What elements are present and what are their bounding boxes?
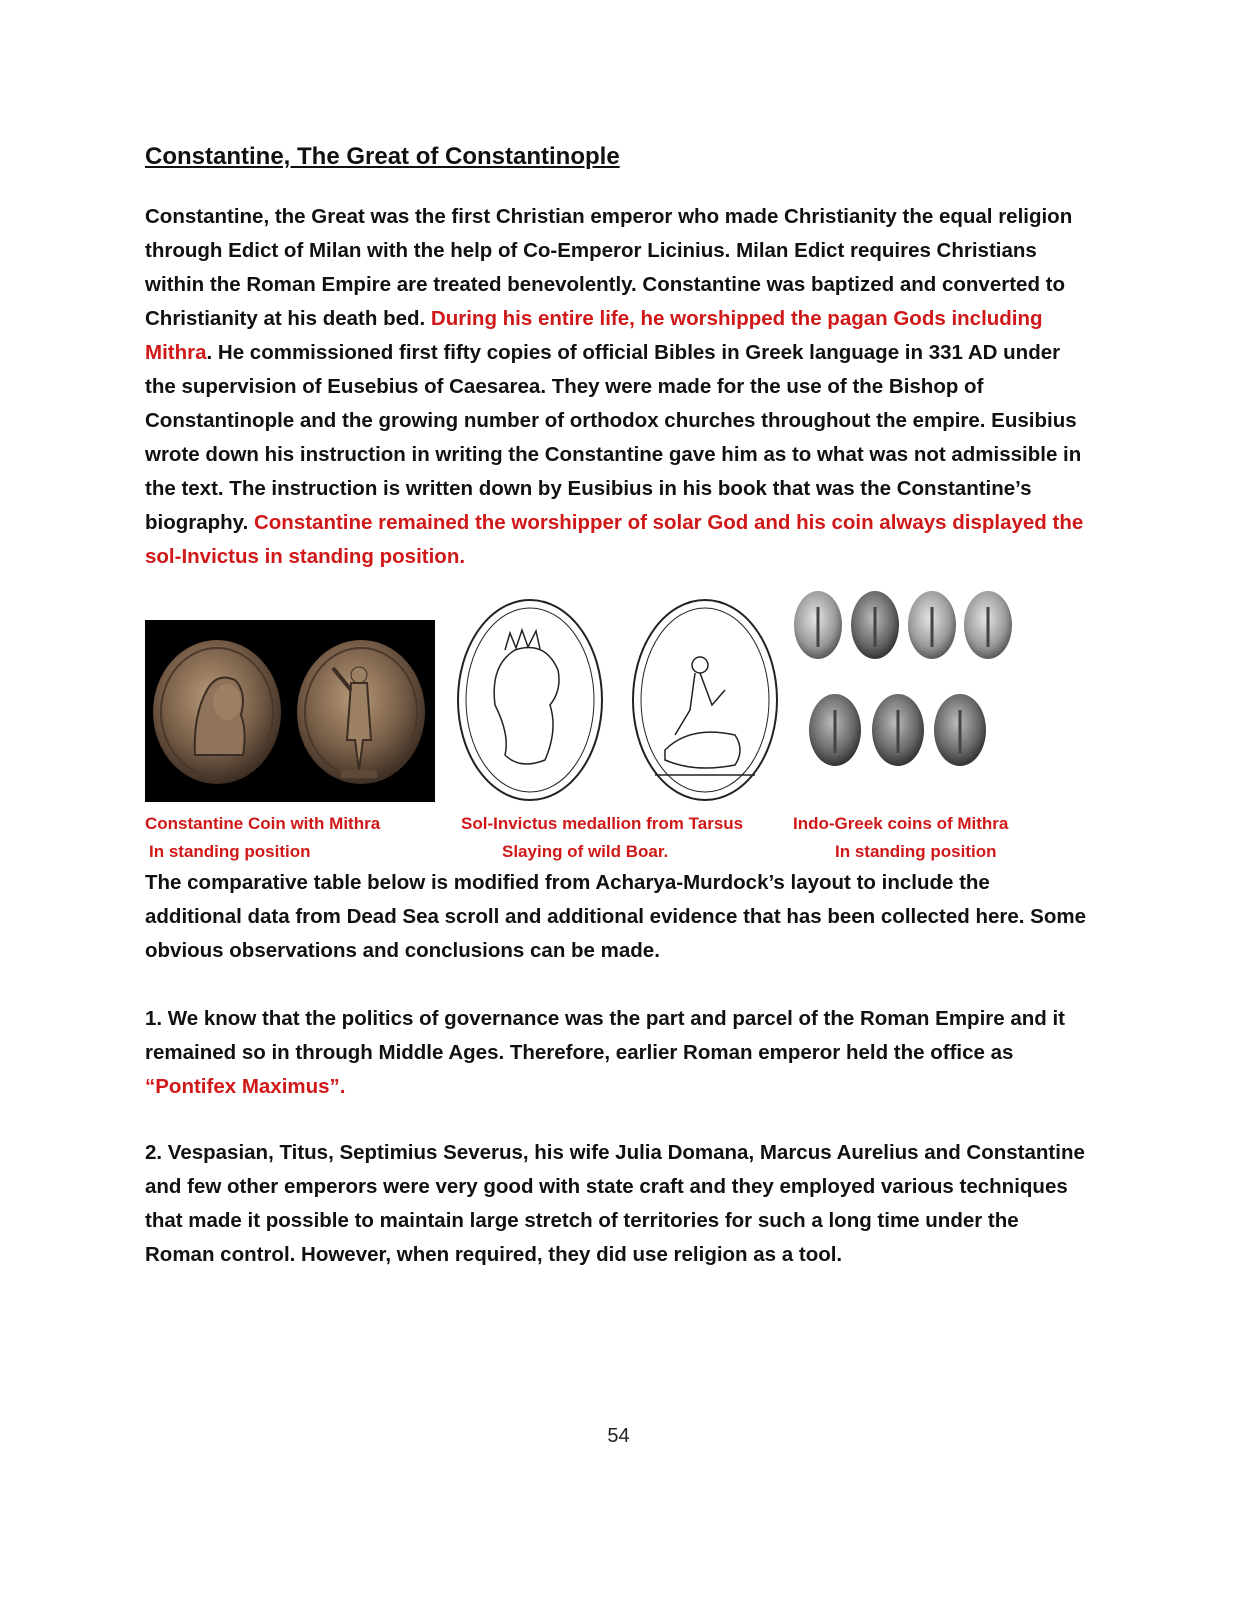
constantine-coin-image	[145, 620, 435, 802]
page-number: 54	[607, 1425, 630, 1447]
highlight-text: During his entire life, he worshipped the pagan Gods including Mithra	[145, 307, 1043, 364]
paragraph-comparative-table: The comparative table below is modified from Acharya-Murdock’s layout to include the additional data from Dead Sea scroll and additional evidence that has been collected here. Some obvious observations and conclusions can be made.	[145, 871, 1086, 962]
indo-greek-coins-image	[790, 585, 1030, 810]
caption-sol-invictus: Sol-Invictus medallion from Tarsus	[461, 814, 744, 833]
highlight-text: Constantine remained the worshipper of solar God and his coin always displayed the sol-Invictus in standing position.	[145, 511, 1084, 568]
paragraph-text: . He commissioned first fifty copies of official Bibles in Greek language in 331 AD under the supervision of Eusebius of Caesarea. They were made for the use of the Bishop of Constantinople and the growing number of orthodox churches throughout the empire. Eusibius wrote down his instruction in writing the Constantine gave him as to what was not admissible in the text. The instruction is written down by Eusibius in his book that was the Constantine’s biography.	[145, 341, 1082, 534]
page-title: Constantine, The Great of Constantinople	[145, 143, 620, 170]
caption-constantine-coin: Constantine Coin with Mithra	[145, 814, 381, 833]
caption-constantine-coin-line2: In standing position	[149, 842, 311, 861]
caption-indo-greek: Indo-Greek coins of Mithra	[793, 814, 1009, 833]
caption-indo-greek-line2: In standing position	[835, 842, 997, 861]
paragraph-point-2: 2. Vespasian, Titus, Septimius Severus, his wife Julia Domana, Marcus Aurelius and Constantine and few other emperors were very good with state craft and they employed various techniques that made it possible to maintain large stretch of territories for such a long time under the Roman control. However, when required, they did use religion as a tool.	[145, 1141, 1085, 1266]
sol-invictus-medallion-image	[450, 595, 780, 810]
paragraph-text: Constantine, the Great was the first Christian emperor who made Christianity the equal religion through Edict of Milan with the help of Co-Emperor Licinius. Milan Edict requires Christians within the Roman Empire are treated benevolently. Constantine was baptized and converted to Christianity at his death bed.	[145, 205, 1073, 330]
paragraph-constantine-intro	[145, 200, 1090, 574]
paragraph-text: 1. We know that the politics of governance was the part and parcel of the Roman Empire and it remained so in through Middle Ages. Therefore, earlier Roman emperor held the office as	[145, 1007, 1066, 1064]
paragraph-point-1	[145, 1002, 1090, 1104]
caption-sol-invictus-line2: Slaying of wild Boar.	[502, 842, 669, 861]
highlight-text: “Pontifex Maximus”.	[145, 1075, 346, 1098]
